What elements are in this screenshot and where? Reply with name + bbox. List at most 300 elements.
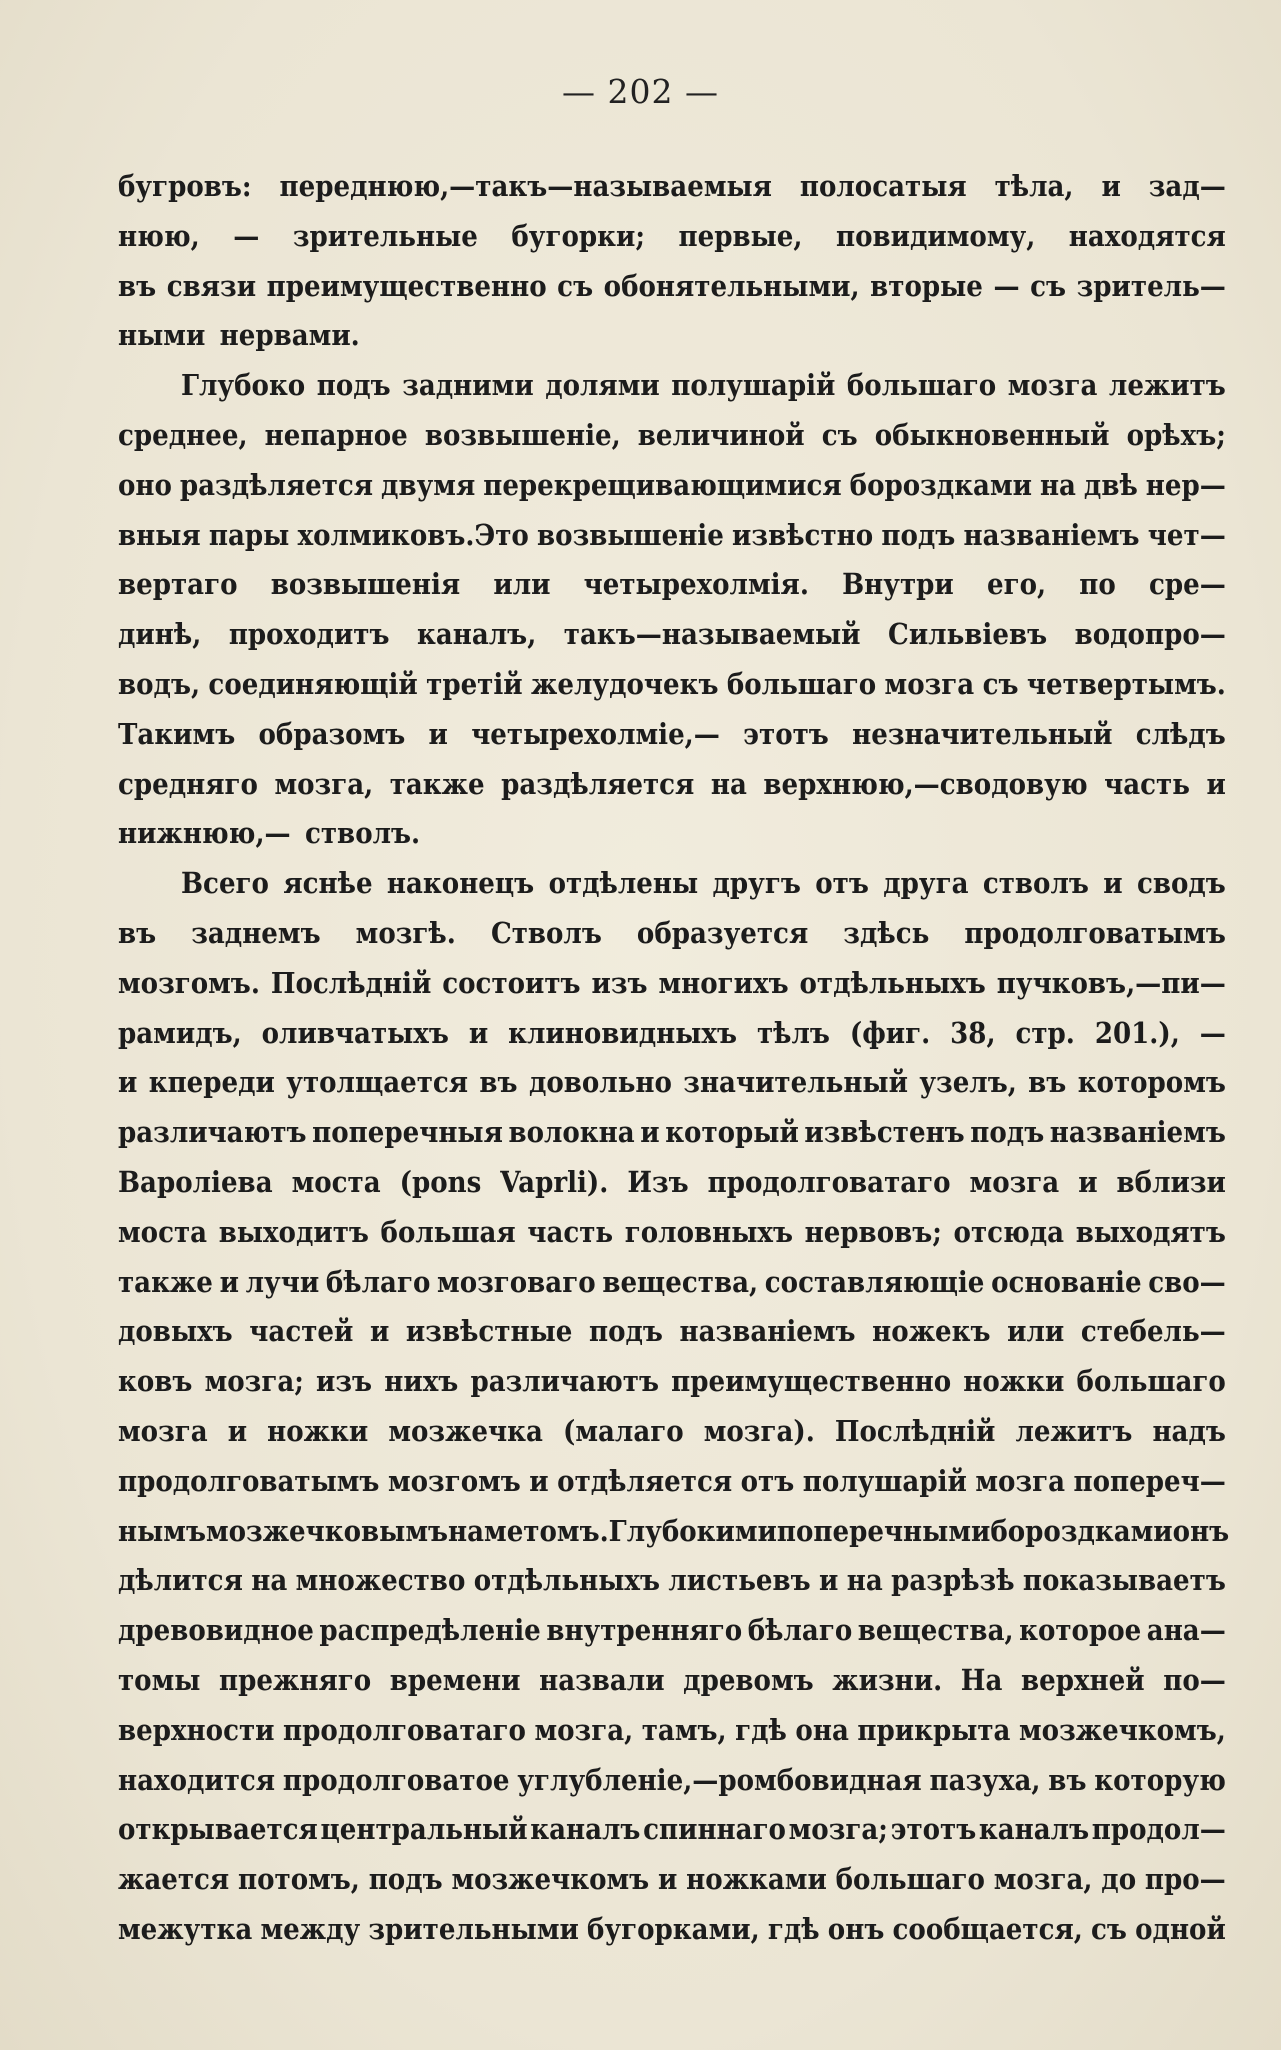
word: каналъ xyxy=(530,1812,641,1847)
word: Стволъ xyxy=(490,915,602,950)
word: Послѣдній xyxy=(834,1413,996,1448)
word: большаго xyxy=(846,368,997,403)
word: надъ xyxy=(1152,1413,1226,1448)
word: зритель— xyxy=(1076,268,1226,303)
word: мозжечкомъ xyxy=(451,1862,650,1897)
word: также xyxy=(118,1264,213,1299)
text-line xyxy=(118,1357,1226,1407)
word: и xyxy=(529,1463,549,1498)
word: довольно xyxy=(528,1065,672,1100)
word: частей xyxy=(249,1314,354,1349)
word: внутренняго xyxy=(546,1613,743,1648)
word: довыхъ xyxy=(118,1314,233,1349)
word: подъ xyxy=(881,517,956,552)
word: разрѣзѣ xyxy=(891,1563,1015,1598)
word: большаго xyxy=(835,1862,985,1897)
word: отдѣлены xyxy=(548,866,699,901)
word: древовидное xyxy=(118,1613,314,1648)
word: нер— xyxy=(1145,467,1226,502)
word: мозга). xyxy=(703,1413,815,1448)
word: въ xyxy=(1048,1762,1087,1797)
word: съ xyxy=(821,417,858,452)
word: жается xyxy=(118,1862,230,1897)
word: отдѣльныхъ xyxy=(799,965,986,1000)
word: преимущественно xyxy=(671,1364,952,1399)
word: древомъ xyxy=(683,1662,814,1697)
text-line xyxy=(118,411,1226,461)
word: моста xyxy=(291,1164,381,1199)
word: образуется xyxy=(636,915,809,950)
word: Всего xyxy=(181,866,269,901)
word: полушарій xyxy=(671,368,836,403)
word: которое xyxy=(1019,1613,1142,1648)
word: другъ xyxy=(712,866,801,901)
text-line xyxy=(118,959,1226,1009)
word: обонятельными, xyxy=(603,268,860,303)
word: — xyxy=(993,268,1020,303)
word: отдѣльныхъ xyxy=(473,1563,661,1598)
word: ножекъ xyxy=(872,1314,991,1349)
word: Vaprli). xyxy=(500,1164,609,1199)
word: вещества, xyxy=(602,1264,759,1299)
word: продолговатаго xyxy=(283,1712,526,1747)
word: пучковъ,—пи— xyxy=(996,965,1226,1000)
text-line xyxy=(118,311,1226,361)
word: подъ xyxy=(588,1314,663,1349)
word: Вароліева xyxy=(118,1164,273,1199)
word: гдѣ xyxy=(735,1712,787,1747)
word: отъ xyxy=(740,1463,795,1498)
text-line xyxy=(118,1407,1226,1457)
word: потомъ, xyxy=(238,1862,360,1897)
word: сводъ xyxy=(1136,866,1226,901)
word: незначительный xyxy=(852,716,1113,751)
word: подъ xyxy=(970,1115,1045,1150)
word: значительный xyxy=(683,1065,908,1100)
word: водопро— xyxy=(1074,617,1226,652)
word: мозга xyxy=(884,666,975,701)
word: зрительные xyxy=(292,218,478,253)
word: мозга xyxy=(975,1463,1066,1498)
text-line xyxy=(118,809,1226,859)
word: такъ—называемый xyxy=(563,617,861,652)
word: и xyxy=(1103,866,1123,901)
word: непарное xyxy=(264,417,408,452)
word: дѣлится xyxy=(118,1563,243,1598)
page-number: — 202 — xyxy=(562,72,719,111)
word: въ xyxy=(479,1065,518,1100)
word: стр. xyxy=(1015,1015,1075,1050)
word: межутка xyxy=(118,1911,253,1946)
word: двумя xyxy=(381,467,476,502)
word: часть xyxy=(1104,766,1190,801)
word: Изъ xyxy=(627,1164,689,1199)
word: между xyxy=(260,1911,361,1946)
word: названіемъ xyxy=(679,1314,856,1349)
text-line xyxy=(118,1656,1226,1706)
word: центральный xyxy=(320,1812,528,1847)
word: гдѣ xyxy=(767,1911,820,1946)
word: бугровъ: xyxy=(118,169,252,203)
text-line xyxy=(118,1706,1226,1756)
word: онъ xyxy=(827,1911,885,1946)
text-line xyxy=(118,760,1226,810)
text-line xyxy=(118,1905,1226,1955)
word: по— xyxy=(1163,1662,1226,1697)
word: пары xyxy=(208,517,290,552)
word: холмиковъ.Это xyxy=(297,517,529,552)
word: тѣлъ xyxy=(756,1015,830,1050)
word: лучи xyxy=(245,1264,320,1299)
word: и xyxy=(640,1115,660,1150)
word: лежитъ xyxy=(1108,368,1226,403)
word: углубленіе,—ромбовидная xyxy=(517,1762,922,1797)
word: мозгѣ. xyxy=(355,915,456,950)
word: двѣ xyxy=(1083,467,1138,502)
word: попереч— xyxy=(1073,1463,1226,1498)
word: извѣстно xyxy=(732,517,874,552)
word: которую xyxy=(1094,1762,1226,1797)
word: наметомъ. xyxy=(448,1513,609,1548)
word: показываетъ xyxy=(1022,1563,1226,1598)
word: поперечными xyxy=(776,1513,991,1548)
text-line xyxy=(118,1805,1226,1855)
word: тамъ, xyxy=(641,1712,727,1747)
word: мозжечковымъ xyxy=(205,1513,449,1548)
word: продолговатаго xyxy=(707,1164,951,1199)
word: — xyxy=(1199,1015,1226,1050)
word: связи xyxy=(166,268,257,303)
word: Послѣдній xyxy=(270,965,432,1000)
word: многихъ xyxy=(658,965,789,1000)
word: узелъ, xyxy=(919,1065,1017,1100)
word: Внутри xyxy=(842,567,954,602)
text-line xyxy=(118,1507,1230,1557)
text-line xyxy=(118,162,1226,212)
word: листьевъ xyxy=(668,1563,811,1598)
word: изъ xyxy=(591,965,648,1000)
word: различаютъ xyxy=(118,1115,307,1150)
word: сре— xyxy=(1149,567,1226,602)
word: Такимъ xyxy=(118,716,236,751)
word: различаютъ xyxy=(470,1364,659,1399)
text-line xyxy=(118,1208,1226,1258)
word: соединяющій xyxy=(208,666,418,701)
word: стебель— xyxy=(1080,1314,1226,1349)
word: зад— xyxy=(1148,169,1226,203)
word: большаго xyxy=(726,666,877,701)
word: сво— xyxy=(1148,1264,1226,1299)
word: основаніе xyxy=(991,1264,1142,1299)
word: спиннаго xyxy=(643,1812,786,1847)
word: на xyxy=(710,766,747,801)
word: возвышенія xyxy=(270,567,461,602)
word: съ xyxy=(982,666,1019,701)
text-line xyxy=(118,660,1226,710)
word: мозга xyxy=(969,1164,1060,1199)
word: продол— xyxy=(1091,1812,1226,1847)
text-line xyxy=(118,212,1226,262)
word: стволъ. xyxy=(304,816,421,851)
word: (фиг. xyxy=(849,1015,931,1050)
word: друга xyxy=(883,866,969,901)
word: и xyxy=(1101,169,1121,203)
word: назвали xyxy=(539,1662,665,1697)
word: этотъ xyxy=(743,716,829,751)
word: про— xyxy=(1144,1862,1226,1897)
text-line xyxy=(118,1855,1226,1905)
word: выходитъ xyxy=(218,1214,369,1249)
text-line xyxy=(118,610,1226,660)
word: долями xyxy=(545,368,660,403)
word: динѣ, xyxy=(118,617,202,652)
word: кпереди xyxy=(148,1065,275,1100)
word: нервами. xyxy=(219,318,360,353)
word: обыкновенный xyxy=(874,417,1110,452)
word: 201.), xyxy=(1094,1015,1180,1050)
word: (pons xyxy=(399,1164,482,1199)
word: полосатыя xyxy=(799,169,967,203)
word: орѣхъ; xyxy=(1126,417,1226,452)
text-line xyxy=(118,1258,1226,1308)
text-line xyxy=(118,909,1226,959)
word: до xyxy=(1101,1862,1137,1897)
word: средняго xyxy=(118,766,258,801)
text-line xyxy=(118,859,1226,909)
word: который xyxy=(665,1115,799,1150)
word: мозгомъ. xyxy=(118,965,260,1000)
word: стволъ xyxy=(982,866,1089,901)
word: вблизи xyxy=(1116,1164,1226,1199)
word: продолговатое xyxy=(282,1762,510,1797)
word: бѣлаго xyxy=(325,1264,431,1299)
word: мозжечка xyxy=(388,1413,543,1448)
word: его, xyxy=(986,567,1047,602)
word: и xyxy=(658,1862,678,1897)
text-line xyxy=(118,1058,1226,1108)
text-line xyxy=(118,262,1226,312)
word: названіемъ xyxy=(963,517,1140,552)
word: слѣдъ xyxy=(1135,716,1226,751)
word: съ xyxy=(557,268,594,303)
word: тѣла, xyxy=(994,169,1074,203)
text-line xyxy=(118,1606,1226,1656)
word: (малаго xyxy=(562,1413,684,1448)
word: бѣлаго xyxy=(747,1613,853,1648)
word: пазуха, xyxy=(929,1762,1041,1797)
word: оливчатыхъ xyxy=(261,1015,449,1050)
word: нихъ xyxy=(384,1364,459,1399)
word: большаго xyxy=(1076,1364,1226,1399)
word: томы xyxy=(118,1662,201,1697)
word: — xyxy=(233,218,260,253)
word: находятся xyxy=(1068,218,1226,253)
word: по xyxy=(1079,567,1116,602)
text-line xyxy=(118,560,1226,610)
word: въ xyxy=(118,915,157,950)
word: на xyxy=(1039,467,1076,502)
word: мозга, xyxy=(993,1862,1093,1897)
word: извѣстенъ xyxy=(804,1115,965,1150)
word: нижнюю,— xyxy=(118,816,291,851)
word: волокна xyxy=(508,1115,635,1150)
text-line xyxy=(118,1457,1226,1507)
word: выходятъ xyxy=(1075,1214,1226,1249)
word: большая xyxy=(380,1214,516,1249)
word: изъ xyxy=(316,1364,373,1399)
word: часть xyxy=(527,1214,614,1249)
word: въ xyxy=(1028,1065,1067,1100)
word: верхности xyxy=(118,1712,275,1747)
word: образомъ xyxy=(258,716,406,751)
word: бугорками, xyxy=(587,1911,760,1946)
word: множество xyxy=(295,1563,466,1598)
text-line xyxy=(118,1158,1226,1208)
word: ножками xyxy=(686,1862,827,1897)
word: она xyxy=(795,1712,849,1747)
word: вещества, xyxy=(857,1613,1014,1648)
word: моста xyxy=(118,1214,208,1249)
word: въ xyxy=(118,268,157,303)
word: также xyxy=(389,766,485,801)
word: и xyxy=(219,1264,239,1299)
word: съ xyxy=(1030,268,1067,303)
word: Глубоко xyxy=(181,368,306,403)
word: величиной xyxy=(637,417,805,452)
word: каналъ xyxy=(978,1812,1090,1847)
word: перекрещивающимися xyxy=(483,467,842,502)
text-line xyxy=(118,511,1226,561)
word: мозга; xyxy=(204,1364,304,1399)
word: раздѣляется xyxy=(501,766,695,801)
word: повидимому, xyxy=(835,218,1036,253)
word: Глубокими xyxy=(608,1513,777,1548)
word: и xyxy=(118,1065,138,1100)
word: Сильвіевъ xyxy=(888,617,1048,652)
word: возвышеніе, xyxy=(424,417,621,452)
word: мозга; xyxy=(788,1812,888,1847)
word: и xyxy=(819,1563,839,1598)
word: лежитъ xyxy=(1015,1413,1133,1448)
word: мозга xyxy=(1007,368,1098,403)
text-line xyxy=(118,1307,1226,1357)
text-line xyxy=(118,1756,1226,1806)
word: верхней xyxy=(1020,1662,1145,1697)
text-line xyxy=(118,361,1226,411)
word: полушарій xyxy=(802,1463,967,1498)
word: проходитъ xyxy=(228,617,390,652)
word: и xyxy=(1206,766,1226,801)
text-line xyxy=(118,1009,1226,1059)
word: отсюда xyxy=(953,1214,1065,1249)
word: ными xyxy=(118,318,206,353)
word: среднее, xyxy=(118,417,248,452)
word: и xyxy=(468,1015,489,1050)
word: мозга, xyxy=(274,766,374,801)
word: извѣстные xyxy=(405,1314,573,1349)
word: жизни. xyxy=(832,1662,943,1697)
word: или xyxy=(493,567,551,602)
text-line xyxy=(118,710,1226,760)
word: наконецъ xyxy=(386,866,535,901)
word: отдѣляется xyxy=(557,1463,733,1498)
word: четыреxолмія. xyxy=(583,567,809,602)
text-line xyxy=(118,1108,1226,1158)
word: заднемъ xyxy=(191,915,321,950)
word: одной xyxy=(1135,1911,1226,1946)
word: прежняго xyxy=(219,1662,372,1697)
word: составляющіе xyxy=(764,1264,985,1299)
word: оно xyxy=(118,467,172,502)
word: мозжечкомъ, xyxy=(1018,1712,1226,1747)
word: бороздками xyxy=(990,1513,1173,1548)
word: распредѣленіе xyxy=(319,1613,541,1648)
word: утолщается xyxy=(286,1065,469,1100)
word: желудочекъ xyxy=(531,666,719,701)
word: задними xyxy=(402,368,534,403)
word: вторые xyxy=(870,268,983,303)
word: сообщается, xyxy=(892,1911,1083,1946)
word: преимущественно xyxy=(266,268,547,303)
word: поперечныя xyxy=(312,1115,503,1150)
word: первые, xyxy=(678,218,803,253)
word: чет— xyxy=(1147,517,1226,552)
word: мозгомъ xyxy=(387,1463,521,1498)
text-line xyxy=(118,461,1226,511)
word: рамидъ, xyxy=(118,1015,242,1050)
word: яснѣе xyxy=(283,866,373,901)
word: верхнюю,—сводовую xyxy=(763,766,1088,801)
word: продолговатымъ xyxy=(118,1463,380,1498)
word: этотъ xyxy=(890,1812,977,1847)
word: головныхъ xyxy=(624,1214,793,1249)
word: возвышеніе xyxy=(537,517,724,552)
word: состоитъ xyxy=(442,965,581,1000)
word: бороздками xyxy=(849,467,1032,502)
word: вныя xyxy=(118,517,201,552)
word: отъ xyxy=(815,866,869,901)
word: которомъ xyxy=(1077,1065,1226,1100)
word: ана— xyxy=(1146,1613,1226,1648)
word: прикрыта xyxy=(857,1712,1011,1747)
word: На xyxy=(960,1662,1003,1697)
word: ножки xyxy=(267,1413,369,1448)
word: названіемъ xyxy=(1049,1115,1226,1150)
word: клиновидныхъ xyxy=(508,1015,738,1050)
word: времени xyxy=(389,1662,521,1697)
word: водъ, xyxy=(118,666,201,701)
word: находится xyxy=(118,1762,276,1797)
word: вертаго xyxy=(118,567,238,602)
word: и xyxy=(1078,1164,1098,1199)
word: онъ xyxy=(1172,1513,1230,1548)
word: или xyxy=(1007,1314,1065,1349)
body-text xyxy=(118,162,1230,1955)
word: на xyxy=(846,1563,883,1598)
word: мозга, xyxy=(534,1712,634,1747)
word: ковъ xyxy=(118,1364,193,1399)
word: подъ xyxy=(316,368,391,403)
word: мозга xyxy=(118,1413,208,1448)
word: открывается xyxy=(118,1812,318,1847)
word: 38, xyxy=(950,1015,996,1050)
word: переднюю,—такъ—называемыя xyxy=(279,169,772,203)
word: каналъ, xyxy=(416,617,537,652)
word: продолговатымъ xyxy=(964,915,1226,950)
word: нымъ xyxy=(118,1513,206,1548)
word: мозговаго xyxy=(437,1264,596,1299)
text-line xyxy=(118,1556,1226,1606)
